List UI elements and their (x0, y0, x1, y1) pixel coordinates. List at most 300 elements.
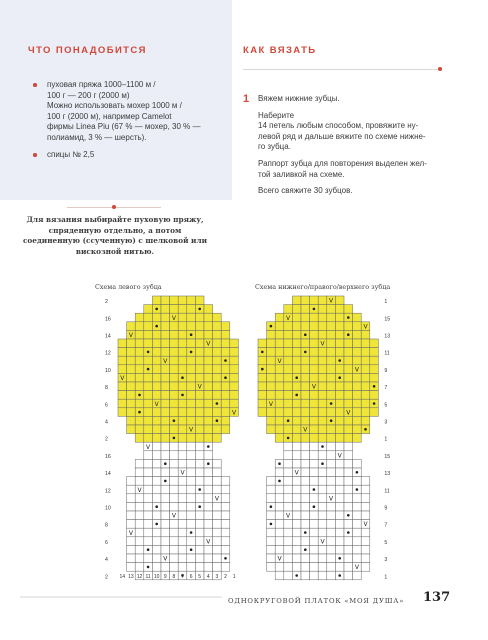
chart-cell (213, 434, 222, 443)
chart-cell (267, 330, 276, 339)
yarn-over-v-icon: V (206, 538, 211, 546)
dot-purl-icon (373, 385, 376, 388)
chart-cell (144, 537, 153, 546)
chart-cell (204, 382, 213, 391)
yarn-over-v-icon: V (311, 383, 316, 391)
dot-purl-icon (155, 308, 158, 311)
chart-cell (275, 408, 284, 417)
chart-cell (161, 425, 170, 434)
chart-cell (204, 425, 213, 434)
dot-purl-icon (338, 359, 341, 362)
chart-cell (292, 425, 301, 434)
yarn-over-v-icon: V (346, 409, 351, 417)
chart-cell (144, 408, 153, 417)
chart-cell (335, 365, 344, 374)
chart-cell (310, 520, 319, 529)
chart-cell (361, 408, 370, 417)
chart-cell (301, 365, 310, 374)
chart-cell (327, 571, 336, 580)
chart-cell (318, 554, 327, 563)
row-number: 14 (105, 333, 111, 340)
chart-cell (144, 485, 153, 494)
chart-cell (275, 520, 284, 529)
chart-cell (327, 330, 336, 339)
chart-cell (292, 502, 301, 511)
chart-cell (301, 494, 310, 503)
chart-cell (127, 494, 136, 503)
chart-cell (301, 442, 310, 451)
chart-cell (213, 477, 222, 486)
chart-cell (275, 382, 284, 391)
chart-cell (292, 477, 301, 486)
chart-cell (361, 545, 370, 554)
chart-cell (310, 408, 319, 417)
chart-cell (370, 391, 379, 400)
chart-cell (335, 305, 344, 314)
chart-cell (353, 477, 362, 486)
chart-cell (195, 348, 204, 357)
chart-cell (144, 322, 153, 331)
chart-cell (170, 485, 179, 494)
chart-cell (267, 339, 276, 348)
chart-cell (204, 313, 213, 322)
dot-purl-icon (313, 308, 316, 311)
chart-cell (344, 459, 353, 468)
chart-cell (221, 502, 230, 511)
chart-cell (370, 356, 379, 365)
chart-cell (152, 511, 161, 520)
chart-cell (178, 356, 187, 365)
chart-cell (275, 322, 284, 331)
dot-purl-icon (347, 514, 350, 517)
chart-cell (170, 545, 179, 554)
dot-purl-icon (207, 445, 210, 448)
dot-purl-icon (173, 419, 176, 422)
dot-purl-icon (224, 359, 227, 362)
materials-heading: ЧТО ПОНАДОБИТСЯ (28, 45, 147, 56)
row-number: 15 (384, 453, 391, 460)
chart-cell (301, 296, 310, 305)
chart-cell (170, 451, 179, 460)
chart-cell (335, 348, 344, 357)
chart-cell (135, 468, 144, 477)
chart-cell (361, 382, 370, 391)
chart-cell (275, 528, 284, 537)
chart-cell (178, 348, 187, 357)
chart-cell (161, 563, 170, 572)
chart-cell (221, 511, 230, 520)
chart-cell (284, 322, 293, 331)
chart-cell (267, 365, 276, 374)
chart-cell (318, 348, 327, 357)
chart-cell (152, 296, 161, 305)
chart-cell (187, 485, 196, 494)
chart-cell (284, 330, 293, 339)
chart-cell (318, 416, 327, 425)
chart-cell (204, 330, 213, 339)
chart-cell (178, 528, 187, 537)
chart-cell (327, 520, 336, 529)
row-number: 11 (384, 488, 390, 495)
dot-purl-icon (338, 376, 341, 379)
yarn-over-v-icon: V (354, 564, 359, 572)
chart-cell (327, 322, 336, 331)
chart-cell (187, 502, 196, 511)
chart-cell (318, 425, 327, 434)
chart-cell (318, 305, 327, 314)
chart-cell (310, 313, 319, 322)
chart-cell (161, 511, 170, 520)
chart-cell (284, 554, 293, 563)
chart-cell (135, 373, 144, 382)
chart-cell (344, 305, 353, 314)
chart-cell (152, 356, 161, 365)
chart-cell (230, 356, 239, 365)
yarn-over-v-icon: V (286, 314, 291, 322)
chart-cell (161, 330, 170, 339)
chart-cell (275, 416, 284, 425)
chart-cell (267, 545, 276, 554)
chart-cell (221, 545, 230, 554)
row-number: 1 (384, 574, 388, 581)
chart-cell (335, 511, 344, 520)
chart-cell (301, 485, 310, 494)
chart-cell (284, 442, 293, 451)
chart-cell (195, 537, 204, 546)
chart-cell (135, 330, 144, 339)
yarn-over-v-icon: V (128, 529, 133, 537)
chart-cell (335, 563, 344, 572)
yarn-over-v-icon: V (294, 469, 299, 477)
dot-purl-icon (198, 308, 201, 311)
chart-cell (118, 339, 127, 348)
chart-cell (292, 313, 301, 322)
chart-cell (195, 459, 204, 468)
chart-cell (353, 528, 362, 537)
chart-cell (310, 399, 319, 408)
chart-cell (170, 399, 179, 408)
column-number: 1 (232, 574, 236, 580)
chart-cell (221, 520, 230, 529)
right-chart-title: Схема нижнего/правого/верхнего зубца (255, 283, 391, 291)
chart-cell (161, 416, 170, 425)
chart-cell (258, 408, 267, 417)
chart-cell (195, 373, 204, 382)
chart-cell (353, 391, 362, 400)
chart-cell (213, 356, 222, 365)
dot-purl-icon (304, 333, 307, 336)
chart-cell (170, 554, 179, 563)
chart-cell (275, 373, 284, 382)
chart-cell (292, 528, 301, 537)
chart-cell (135, 416, 144, 425)
chart-cell (152, 468, 161, 477)
row-number: 3 (384, 419, 388, 426)
chart-cell (221, 365, 230, 374)
chart-cell (327, 502, 336, 511)
chart-cell (187, 339, 196, 348)
step-paragraph: Вяжем нижние зубцы. (258, 94, 340, 103)
chart-cell (144, 451, 153, 460)
chart-cell (335, 494, 344, 503)
chart-cell (353, 330, 362, 339)
chart-cell (284, 399, 293, 408)
chart-cell (135, 494, 144, 503)
how-to-knit-heading: КАК ВЯЗАТЬ (243, 45, 317, 56)
chart-cell (195, 545, 204, 554)
chart-cell (204, 520, 213, 529)
chart-cell (310, 365, 319, 374)
chart-cell (267, 477, 276, 486)
chart-cell (275, 468, 284, 477)
chart-cell (284, 520, 293, 529)
chart-cell (170, 339, 179, 348)
chart-cell (195, 451, 204, 460)
chart-cell (204, 365, 213, 374)
row-number: 8 (105, 385, 108, 392)
row-number: 5 (384, 402, 388, 409)
chart-cell (353, 416, 362, 425)
chart-cell (127, 485, 136, 494)
chart-cell (327, 554, 336, 563)
chart-cell (213, 322, 222, 331)
yarn-over-v-icon: V (329, 297, 334, 305)
chart-cell (144, 434, 153, 443)
chart-cell (353, 348, 362, 357)
chart-cell (127, 477, 136, 486)
chart-cell (161, 305, 170, 314)
chart-cell (178, 477, 187, 486)
chart-cell (353, 494, 362, 503)
chart-cell (127, 537, 136, 546)
chart-cell (170, 356, 179, 365)
chart-cell (327, 477, 336, 486)
chart-cell (127, 563, 136, 572)
chart-cell (267, 382, 276, 391)
chart-cell (292, 416, 301, 425)
chart-cell (135, 348, 144, 357)
chart-cell (152, 451, 161, 460)
chart-cell (284, 563, 293, 572)
step-paragraph: Наберите 14 петель любым способом, провяжите ну- левой ряд и дальше вяжите по схеме нижне- го зубца. (258, 110, 426, 152)
dot-purl-icon (347, 316, 350, 319)
chart-cell (127, 416, 136, 425)
chart-cell (144, 520, 153, 529)
chart-cell (152, 459, 161, 468)
chart-cell (152, 434, 161, 443)
dot-purl-icon (364, 428, 367, 431)
chart-cell (292, 382, 301, 391)
chart-cell (127, 391, 136, 400)
chart-cell (127, 399, 136, 408)
chart-cell (310, 571, 319, 580)
chart-cell (344, 365, 353, 374)
dot-purl-icon (190, 351, 193, 354)
chart-cell (310, 296, 319, 305)
chart-cell (284, 571, 293, 580)
chart-cell (301, 451, 310, 460)
dot-purl-icon (207, 462, 210, 465)
chart-cell (275, 563, 284, 572)
chart-cell (204, 502, 213, 511)
chart-cell (353, 537, 362, 546)
chart-cell (178, 563, 187, 572)
yarn-over-v-icon: V (206, 340, 211, 348)
chart-cell (195, 434, 204, 443)
chart-cell (361, 365, 370, 374)
chart-cell (161, 485, 170, 494)
chart-cell (284, 365, 293, 374)
chart-cell (195, 322, 204, 331)
chart-cell (144, 459, 153, 468)
chart-cell (310, 477, 319, 486)
chart-cell (370, 408, 379, 417)
chart-cell (187, 520, 196, 529)
chart-cell (335, 545, 344, 554)
chart-cell (370, 339, 379, 348)
chart-cell (152, 528, 161, 537)
chart-cell (135, 313, 144, 322)
chart-cell (161, 373, 170, 382)
chart-cell (275, 339, 284, 348)
chart-cell (178, 434, 187, 443)
chart-cell (135, 434, 144, 443)
dot-purl-icon (155, 523, 158, 526)
row-number: 6 (105, 402, 108, 409)
chart-cell (344, 425, 353, 434)
chart-cell (187, 373, 196, 382)
chart-cell (221, 494, 230, 503)
chart-cell (292, 494, 301, 503)
chart-cell (178, 537, 187, 546)
chart-cell (318, 365, 327, 374)
chart-cell (292, 330, 301, 339)
dot-purl-icon (330, 402, 333, 405)
chart-cell (335, 296, 344, 305)
materials-item-needles: спицы № 2,5 (31, 150, 221, 161)
chart-cell (318, 563, 327, 572)
row-number: 3 (384, 557, 388, 564)
yarn-over-v-icon: V (154, 400, 159, 408)
chart-cell (335, 459, 344, 468)
dot-purl-icon (287, 437, 290, 440)
chart-cell (267, 528, 276, 537)
chart-cell (335, 528, 344, 537)
chart-cell (213, 339, 222, 348)
chart-cell (318, 477, 327, 486)
chart-cell (187, 468, 196, 477)
chart-cell (284, 537, 293, 546)
chart-cell (301, 399, 310, 408)
column-number: 7 (181, 574, 184, 580)
row-number: 14 (105, 471, 111, 478)
chart-cell (301, 373, 310, 382)
chart-cell (187, 391, 196, 400)
chart-cell (344, 442, 353, 451)
step-paragraph: Раппорт зубца для повторения выделен жел- той заливкой на схеме. (258, 158, 427, 179)
chart-cell (335, 382, 344, 391)
chart-cell (335, 468, 344, 477)
dot-purl-icon (304, 351, 307, 354)
chart-cell (170, 425, 179, 434)
chart-cell (258, 382, 267, 391)
chart-cell (213, 459, 222, 468)
chart-cell (152, 563, 161, 572)
chart-cell (178, 511, 187, 520)
row-number: 9 (384, 367, 388, 374)
chart-cell (310, 563, 319, 572)
chart-cell (221, 537, 230, 546)
chart-cell (335, 416, 344, 425)
dot-purl-icon (164, 462, 167, 465)
chart-cell (195, 330, 204, 339)
chart-cell (161, 322, 170, 331)
chart-cell (152, 425, 161, 434)
chart-cell (195, 416, 204, 425)
chart-cell (213, 502, 222, 511)
chart-cell (195, 399, 204, 408)
chart-cell (221, 425, 230, 434)
dot-purl-icon (155, 505, 158, 508)
chart-cell (195, 442, 204, 451)
chart-cell (327, 373, 336, 382)
chart-cell (161, 434, 170, 443)
chart-cell (353, 313, 362, 322)
yarn-over-v-icon: V (189, 426, 194, 434)
chart-cell (204, 528, 213, 537)
chart-cell (144, 339, 153, 348)
chart-cell (161, 528, 170, 537)
chart-cell (127, 520, 136, 529)
chart-cell (267, 408, 276, 417)
chart-cell (301, 502, 310, 511)
chart-cell (204, 477, 213, 486)
yarn-over-v-icon: V (303, 426, 308, 434)
chart-cell (310, 356, 319, 365)
chart-cell (258, 356, 267, 365)
chart-cell (204, 373, 213, 382)
chart-cell (204, 356, 213, 365)
chart-cell (178, 442, 187, 451)
chart-cell (204, 494, 213, 503)
chart-cell (213, 382, 222, 391)
chart-cell (144, 502, 153, 511)
chart-cell (344, 451, 353, 460)
step-paragraph: Всего свяжите 30 зубцов. (258, 186, 353, 196)
chart-cell (344, 494, 353, 503)
step-number: 1 (243, 93, 250, 105)
chart-cell (152, 477, 161, 486)
dot-purl-icon (313, 505, 316, 508)
chart-cell (292, 545, 301, 554)
dot-purl-icon (190, 531, 193, 534)
yarn-tip-note: Для вязания выбирайте пуховую пряжу, спряденную отдельно, а потом соединенную (ссученную) с шелковой или вискозной нитью. (22, 215, 207, 256)
yarn-over-v-icon: V (232, 409, 237, 417)
chart-cell (161, 399, 170, 408)
chart-cell (152, 348, 161, 357)
chart-cell (230, 391, 239, 400)
footer-title: ОДНОКРУГОВОЙ ПЛАТОК «МОЯ ДУША» (228, 597, 405, 605)
chart-cell (310, 451, 319, 460)
chart-cell (310, 322, 319, 331)
chart-cell (275, 485, 284, 494)
chart-cell (152, 382, 161, 391)
row-number: 4 (105, 557, 108, 564)
chart-cell (353, 356, 362, 365)
chart-cell (318, 511, 327, 520)
chart-cell (230, 348, 239, 357)
row-number: 2 (105, 574, 108, 581)
